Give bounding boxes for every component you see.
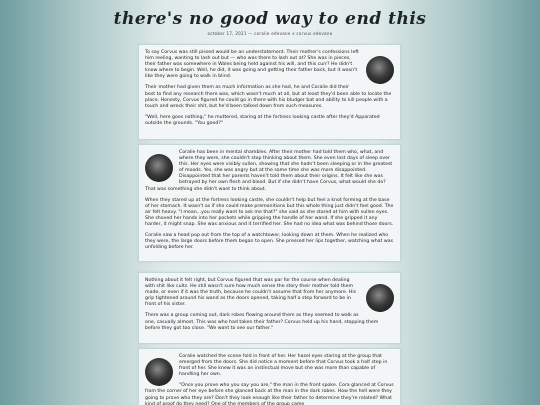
post-paragraph: Coralie has been in mental shambles. After their mother had told them who, what, and where they were, she couldn't stop thinking about them. She even lost days of sleep over this. Her eyes were visibly sullen, showing that she hadn't been sleeping or in the greatest of moods. Yes, she was angry but at the same time she was more disappointed. Disappointed that her parents haven't told them about their origins. It felt like she was betrayed by her own flesh and blood. But if she didn't have Corvus, what would she do? That was something she didn't want to think about.: [145, 150, 393, 192]
post-paragraph: Their mother had given them as much information as she had, he and Coralie did their best to find any research there was, which wasn't much at all, but at least they'd been able to locate the place. Honesty, Corvus figured he could go in there with his bludger bat and ability to kill people with a touch and wreck their shit, but he'd been talked down from such measures.: [145, 85, 392, 109]
avatar-corvus-icon: [366, 56, 394, 84]
post-paragraph: "Well, here goes nothing," he muttered, staring at the fortress looking castle after they'd Apparated outside the grounds. "You good?": [145, 114, 380, 126]
post-paragraph: "Once you prove who you say you are," the man in the front spoke. Cora glanced at Corvus from the corner of her eye before she glanced back at the man in the dark robes. How the hell were they going to prove who they are? Don't they look enough like their father to determine they're related? What kind of proof do they need? One of the members of the group came: [145, 383, 394, 405]
post-paragraph: There was a group coming out, dark robes flowing around them as they seemed to walk as one, casually almost. This was who had taken their father? Corvus held up his hand, stopping them before they got too close. "We want to see our father.": [145, 313, 379, 331]
post-box-coralie-2: [138, 348, 401, 405]
post-paragraph: Coralie saw a head pop out from the top of a watchtower, looking down at them. When he realized who they were, the large doors before them began to open. She pressed her lips together, watching what was unfolding before her.: [145, 233, 394, 251]
post-box-coralie-1: [138, 144, 401, 262]
avatar-coralie-icon: [145, 154, 173, 182]
post-box-corvus-2: [138, 272, 401, 344]
post-paragraph: Nothing about it felt right, but Corvus figured that was par for the course when dealing with shit like cults. He still wasn't sure how much sense the story their mother told them made, or even if it was the truth, because he couldn't assume that from her anymore. His grip tightened around his wand as the doors opened, taking half a step forward to be in front of his sister.: [145, 278, 357, 308]
page-title: there's no good way to end this: [113, 9, 427, 29]
avatar-coralie-icon: [145, 358, 173, 386]
post-box-corvus-1: [138, 44, 401, 140]
post-paragraph: When they stared up at the fortress looking castle, she couldn't help but feel a knot forming at the base of her stomach. It wasn't as if she could make premonitions but this whole thing just didn't feel good. The air felt heavy. "I mean...you really want to ask me that?" she said as she stared at him with sullen eyes. She shoved her hands into her pockets while gripping the handle of her wand. If she gripped it any harder, it might snap. She was anxious and it terrified her. She had no idea what was behind those doors.: [145, 197, 394, 228]
post-paragraph: Coralie watched the scene fold in front of her. Her hazel eyes staring at the group that emerged from the doors. She did notice a moment before that Corvus took a half step in front of her. She knew it was an instinctual move but she was more than capable of handling her own.: [179, 354, 388, 378]
avatar-corvus-icon: [366, 284, 394, 312]
post-paragraph: To say Corvus was still pissed would be an understatement. Their mother's confessions left him reeling, wanting to lash out but — who was there to lash out at? She was in pieces, their father was somewhere in Wales being held against his will, and this curr? He didn't know where to begin. Well, he did, it was going and getting their father back, but it wasn't like they were going to walk in blind.: [145, 50, 359, 80]
post-subtitle: october 17, 2021 — coralie edevane x corvus edevane: [207, 31, 333, 36]
